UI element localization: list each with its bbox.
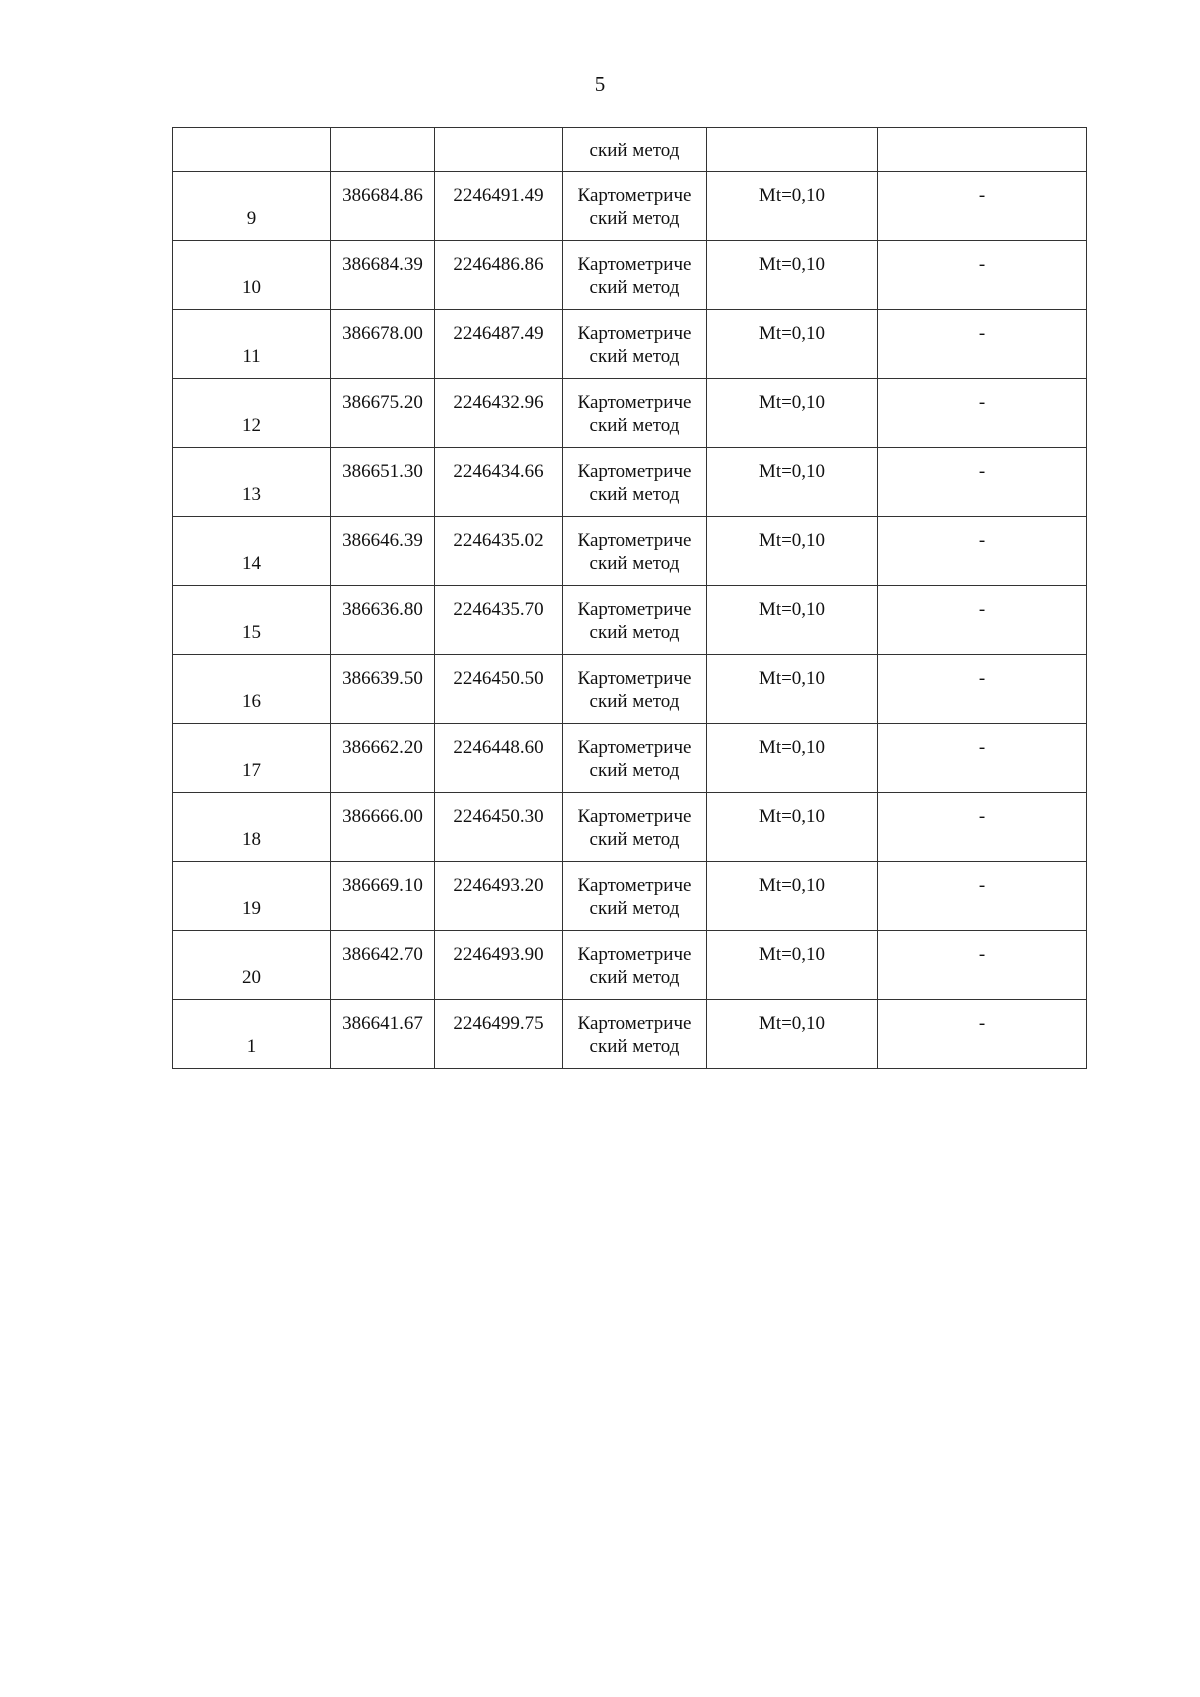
cell-x-coordinate: 386639.50 [331,655,435,724]
cell-accuracy: Mt=0,10 [707,172,878,241]
cell-y-coordinate: 2246450.50 [435,655,563,724]
cell-y-coordinate: 2246491.49 [435,172,563,241]
table-row [173,241,1087,310]
cell-accuracy: Mt=0,10 [707,862,878,931]
cell-description: - [878,931,1087,1000]
cell-description: - [878,379,1087,448]
cell-x-coordinate: 386675.20 [331,379,435,448]
cell-description [878,128,1087,172]
table-row [173,931,1087,1000]
cell-description: - [878,310,1087,379]
method-line-1: Картометриче [577,323,692,344]
cell-method [563,931,707,1000]
method-line-1: Картометриче [577,944,692,965]
cell-x-coordinate: 386669.10 [331,862,435,931]
cell-x-coordinate: 386666.00 [331,793,435,862]
cell-description: - [878,172,1087,241]
method-line-2: ский метод [589,898,680,919]
cell-y-coordinate: 2246450.30 [435,793,563,862]
method-line-1: Картометриче [577,806,692,827]
method-line-2: ский метод [589,622,680,643]
method-line-2: ский метод [589,553,680,574]
table-row [173,310,1087,379]
cell-y-coordinate: 2246493.90 [435,931,563,1000]
method-line-2: ский метод [589,829,680,850]
cell-description: - [878,241,1087,310]
cell-description: - [878,862,1087,931]
table-row [173,379,1087,448]
method-line-1: Картометриче [577,530,692,551]
coordinates-table [172,127,1087,1069]
cell-point-number: 13 [173,448,331,517]
cell-x-coordinate: 386678.00 [331,310,435,379]
method-line-2: ский метод [589,208,680,229]
cell-point-number: 20 [173,931,331,1000]
cell-description: - [878,586,1087,655]
cell-x-coordinate: 386646.39 [331,517,435,586]
cell-point-number: 10 [173,241,331,310]
cell-point-number: 11 [173,310,331,379]
method-line-1: Картометриче [577,1013,692,1034]
table-body [173,128,1087,1069]
method-line-1: Картометриче [577,185,692,206]
cell-method [563,448,707,517]
cell-accuracy: Mt=0,10 [707,931,878,1000]
method-line-1: Картометриче [577,599,692,620]
cell-accuracy: Mt=0,10 [707,310,878,379]
cell-accuracy: Mt=0,10 [707,655,878,724]
method-line-2: ский метод [589,691,680,712]
method-line-1: Картометриче [577,392,692,413]
table-row [173,517,1087,586]
cell-x-coordinate: 386641.67 [331,1000,435,1069]
cell-point-number: 12 [173,379,331,448]
cell-accuracy: Mt=0,10 [707,793,878,862]
page-number: 5 [594,72,606,96]
method-line-2: ский метод [589,346,680,367]
cell-point-number: 19 [173,862,331,931]
cell-accuracy: Mt=0,10 [707,517,878,586]
cell-y-coordinate: 2246493.20 [435,862,563,931]
table-row [173,724,1087,793]
cell-y-coordinate [435,128,563,172]
cell-description: - [878,1000,1087,1069]
cell-method [563,724,707,793]
cell-x-coordinate: 386642.70 [331,931,435,1000]
table-row [173,862,1087,931]
cell-method [563,379,707,448]
cell-accuracy [707,128,878,172]
method-line-2: ский метод [589,484,680,505]
cell-y-coordinate: 2246435.02 [435,517,563,586]
table-row [173,1000,1087,1069]
cell-point-number [173,128,331,172]
cell-method [563,172,707,241]
method-line-1: Картометриче [577,737,692,758]
cell-point-number: 17 [173,724,331,793]
cell-point-number: 9 [173,172,331,241]
table-row [173,793,1087,862]
cell-x-coordinate: 386662.20 [331,724,435,793]
method-line-1: Картометриче [577,461,692,482]
method-line-2: ский метод [589,1036,680,1057]
cell-method [563,1000,707,1069]
cell-accuracy: Mt=0,10 [707,724,878,793]
cell-point-number: 18 [173,793,331,862]
cell-y-coordinate: 2246448.60 [435,724,563,793]
cell-y-coordinate: 2246486.86 [435,241,563,310]
table-row [173,448,1087,517]
cell-accuracy: Mt=0,10 [707,448,878,517]
table-row [173,655,1087,724]
method-line-1: Картометриче [577,668,692,689]
cell-description: - [878,448,1087,517]
cell-point-number: 15 [173,586,331,655]
cell-method [563,310,707,379]
cell-accuracy: Mt=0,10 [707,1000,878,1069]
cell-accuracy: Mt=0,10 [707,241,878,310]
cell-method [563,862,707,931]
cell-method [563,655,707,724]
cell-x-coordinate: 386684.86 [331,172,435,241]
method-line-2: ский метод [589,277,680,298]
method-line-2: ский метод [589,967,680,988]
table-row-continuation [173,128,1087,172]
cell-y-coordinate: 2246487.49 [435,310,563,379]
method-line-2: ский метод [589,415,680,436]
cell-y-coordinate: 2246432.96 [435,379,563,448]
cell-method [563,586,707,655]
cell-x-coordinate: 386684.39 [331,241,435,310]
cell-method [563,241,707,310]
cell-point-number: 16 [173,655,331,724]
cell-description: - [878,724,1087,793]
cell-y-coordinate: 2246499.75 [435,1000,563,1069]
cell-description: - [878,793,1087,862]
cell-description: - [878,517,1087,586]
cell-y-coordinate: 2246435.70 [435,586,563,655]
method-line-1: Картометриче [577,254,692,275]
cell-accuracy: Mt=0,10 [707,586,878,655]
cell-x-coordinate: 386636.80 [331,586,435,655]
method-line-1: Картометриче [577,875,692,896]
cell-x-coordinate [331,128,435,172]
cell-y-coordinate: 2246434.66 [435,448,563,517]
cell-method: ский метод [563,128,707,172]
method-line-2: ский метод [589,760,680,781]
cell-method [563,517,707,586]
cell-point-number: 1 [173,1000,331,1069]
cell-description: - [878,655,1087,724]
cell-method [563,793,707,862]
cell-accuracy: Mt=0,10 [707,379,878,448]
table-row [173,172,1087,241]
table-row [173,586,1087,655]
cell-x-coordinate: 386651.30 [331,448,435,517]
cell-point-number: 14 [173,517,331,586]
